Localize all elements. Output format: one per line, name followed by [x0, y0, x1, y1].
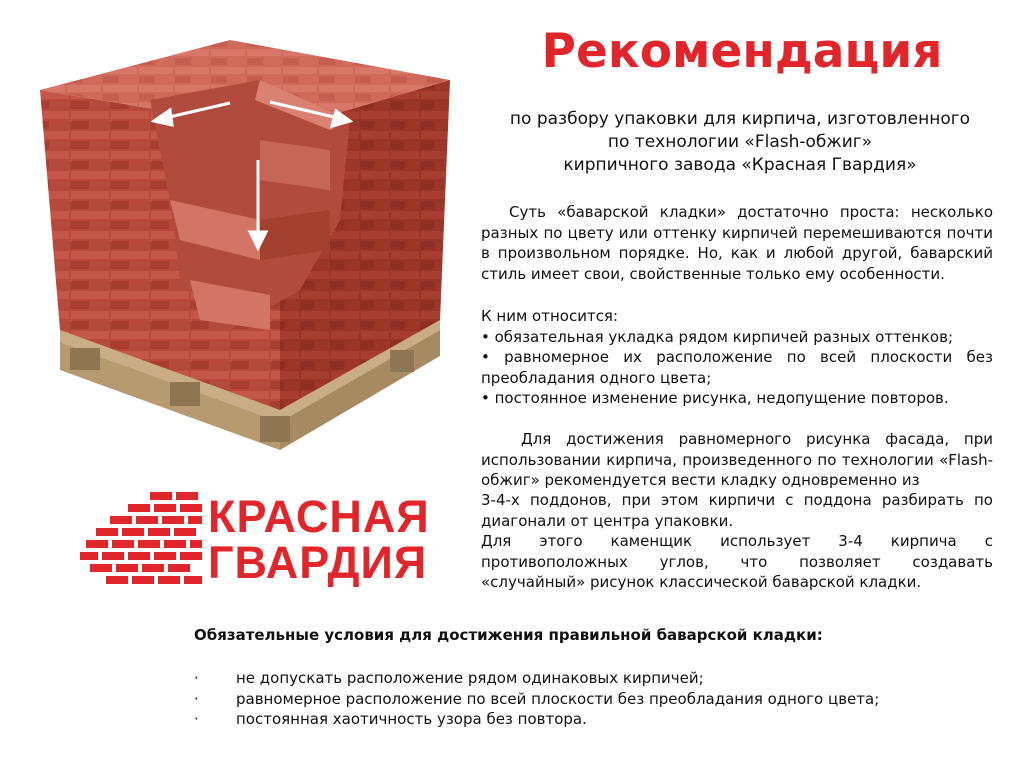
conditions-list: [194, 668, 879, 730]
recommendation-paragraph: Для достижения равномерного рисунка фасада, при использовании кирпича, произведенного по технологии «Flash-обжиг» рекомендуется вести кладку одновременно из: [481, 430, 993, 489]
condition-text: равномерное расположение по всей плоскости без преобладания одного цвета;: [236, 689, 880, 708]
intro-paragraph: Суть «баварской кладки» достаточно проста: несколько разных по цвету или оттенку кирпичей перемешиваются почти в произвольном порядке. Но, как и любой другой, баварский стиль имеет свои, свойственные только ему особенности.: [481, 203, 993, 283]
condition-text: постоянная хаотичность узора без повтора.: [236, 710, 587, 728]
features-intro: К ним относится:: [481, 307, 619, 325]
subtitle-line: кирпичного завода «Красная Гвардия»: [563, 155, 917, 175]
feature-item: • равномерное их расположение по всей плоскости без преобладания одного цвета;: [481, 348, 993, 387]
subtitle-line: по разбору упаковки для кирпича, изготовленного: [509, 109, 971, 129]
bullet: ·: [194, 669, 199, 687]
technique-paragraph: Для этого каменщик использует 3-4 кирпича с противоположных углов, что позволяет создавать «случайный» рисунок классической баварской кладки.: [481, 532, 993, 591]
page-subtitle: [480, 108, 1000, 177]
condition-item: [194, 668, 879, 689]
logo-line1: КРАСНАЯ: [208, 491, 430, 542]
condition-item: [194, 709, 879, 730]
brick-pallet-icon: [30, 30, 470, 470]
page-title: Рекомендация: [541, 24, 943, 79]
bullet: ·: [194, 689, 199, 708]
subtitle-line: по технологии «Flash-обжиг»: [607, 132, 873, 152]
bullet: ·: [194, 710, 199, 728]
condition-item: [194, 689, 879, 710]
logo-line2: ГВАРДИЯ: [208, 537, 428, 588]
recommendation-paragraph-cont: 3-4-х поддонов, при этом кирпичи с поддона разбирать по диагонали от центра упаковки.: [481, 491, 993, 530]
feature-item: • обязательная укладка рядом кирпичей разных оттенков;: [481, 327, 954, 346]
conditions-title: Обязательные условия для достижения правильной баварской кладки:: [194, 626, 823, 644]
feature-item: • постоянное изменение рисунка, недопущение повторов.: [481, 389, 949, 407]
condition-text: не допускать расположение рядом одинаковых кирпичей;: [236, 669, 704, 687]
features-block: [481, 306, 993, 409]
